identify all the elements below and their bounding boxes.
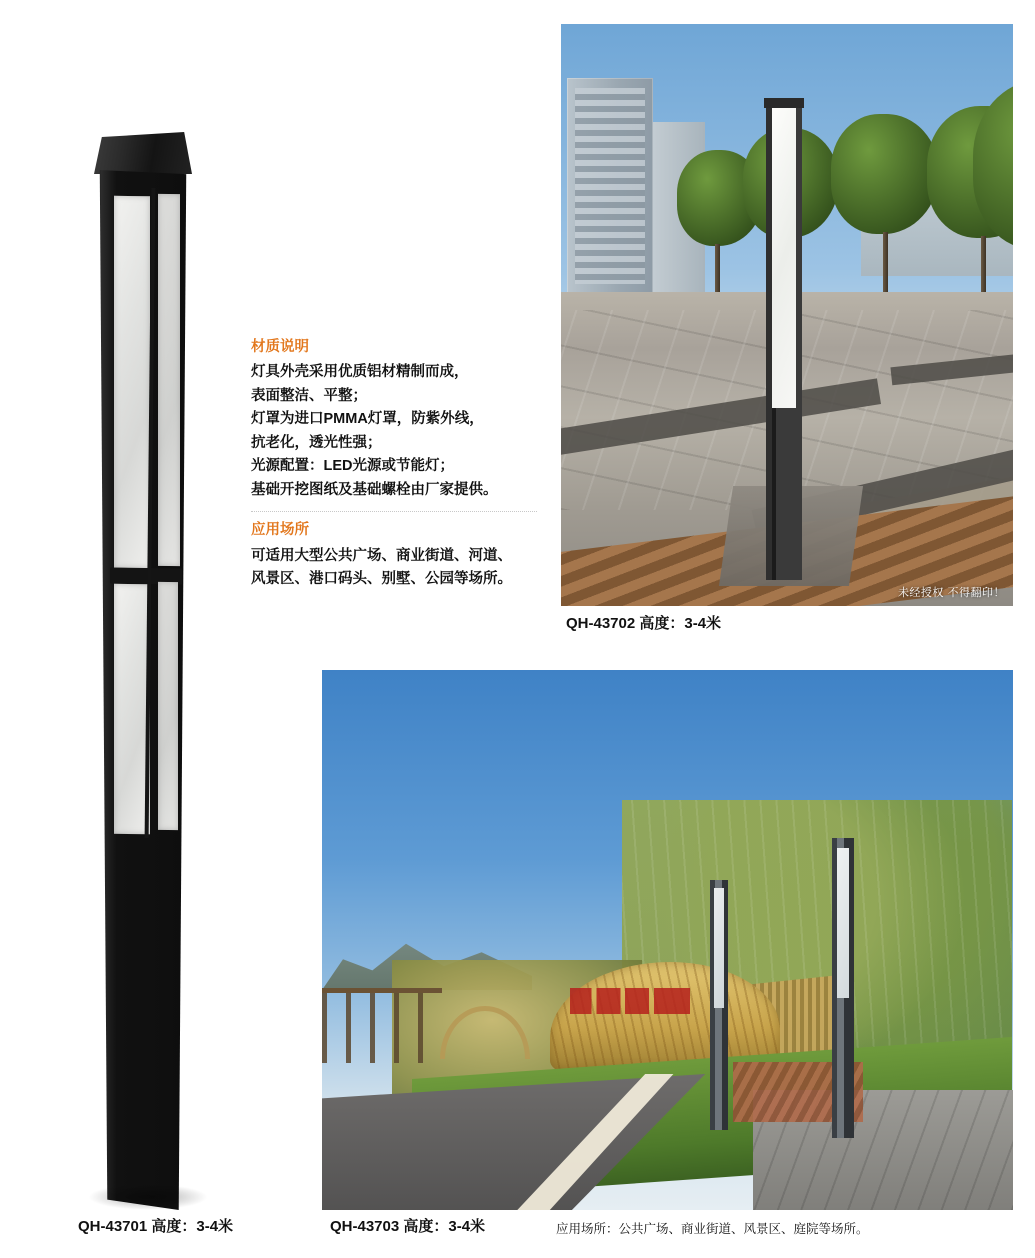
lamp-diffuser-panel-lower-side	[158, 582, 178, 830]
usage-line: 可适用大型公共广场、商业街道、河道、	[251, 547, 512, 564]
usage-note-qh43703: 应用场所：公共广场、商业街道、风景区、庭院等场所。	[556, 1222, 869, 1236]
material-line: 表面整洁、平整；	[251, 387, 367, 404]
specification-block	[251, 336, 543, 592]
background-building-left	[567, 78, 653, 294]
material-line: 基础开挖图纸及基础螺栓由厂家提供。	[251, 481, 498, 498]
tree-row	[681, 120, 1013, 300]
usage-heading: 应用场所	[251, 522, 309, 539]
caption-qh43703: QH-43703 高度：3-4米	[330, 1218, 486, 1235]
lamp-post-diffuser	[714, 888, 724, 1008]
material-line: 抗老化，透光性强；	[251, 434, 382, 451]
material-line: 灯具外壳采用优质铝材精制而成，	[251, 364, 469, 381]
lamp-post-diffuser	[772, 108, 796, 408]
installed-lamp-post-far	[710, 880, 728, 1130]
sign-characters	[570, 988, 690, 1014]
tree-canopy	[831, 114, 939, 234]
product-photo-qh43702	[561, 24, 1013, 606]
product-image-qh43701	[88, 132, 198, 1214]
lamp-diffuser-panel-side	[158, 194, 180, 566]
lamp-diffuser-panel	[114, 196, 150, 568]
section-divider	[251, 511, 537, 512]
pergola-structure	[322, 988, 442, 1063]
lamp-ground-shadow	[88, 1184, 208, 1210]
caption-qh43701: QH-43701 高度：3-4米	[78, 1218, 234, 1235]
copyright-watermark: 未经授权 不得翻印！	[897, 587, 1005, 599]
material-line: 光源配置：LED光源或节能灯；	[251, 458, 454, 475]
usage-line: 风景区、港口码头、别墅、公园等场所。	[251, 571, 512, 588]
material-heading: 材质说明	[251, 339, 309, 355]
caption-qh43702: QH-43702 高度：3-4米	[566, 615, 722, 632]
lamp-post-cap	[764, 98, 804, 108]
lamp-head	[94, 132, 192, 174]
lamp-post-diffuser	[837, 848, 849, 998]
installed-lamp-post-mid	[832, 838, 854, 1138]
product-photo-qh43703	[322, 670, 1013, 1210]
material-line: 灯罩为进口PMMA灯罩，防紫外线，	[251, 411, 484, 428]
